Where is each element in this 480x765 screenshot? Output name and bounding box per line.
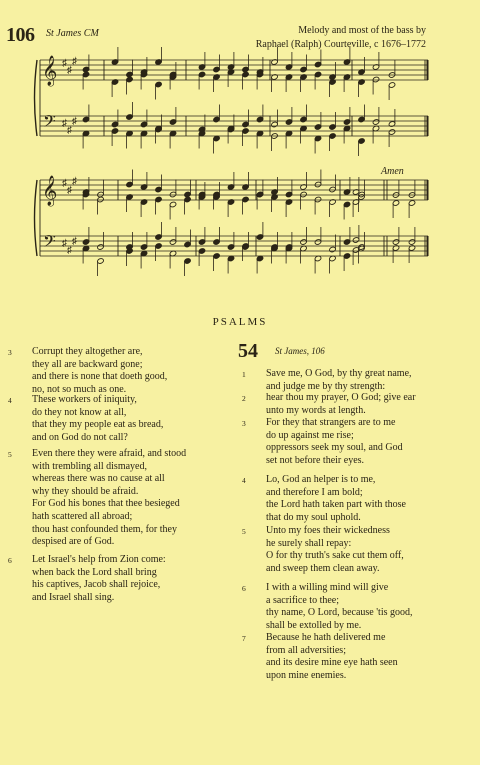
attribution-line-2: Raphael (Ralph) Courteville, c 1676–1772 [255,39,426,50]
verse-line: shall be extolled by me. [266,619,362,631]
sharp-sign: ♯ [67,125,72,136]
sharp-sign: ♯ [72,116,77,127]
verse-line: Because he hath delivered me [266,632,386,643]
verse [8,346,168,396]
hymn-number: 106 [6,24,35,46]
sharp-sign: ♯ [72,56,77,67]
verse-line: they all are backward gone; [32,358,143,370]
verse-line: with trembling all dismayed, [32,460,147,472]
final-barline [427,236,429,256]
sharp-sign: ♯ [62,178,67,189]
verse-line: unto my words at length. [266,404,366,416]
verse-line: the Lord hath taken part with those [266,499,406,511]
verse-line: and on God do not call? [32,431,128,443]
verse-number: 3 [242,419,246,428]
verse [8,554,166,604]
verse-line: why they should be afraid. [32,485,139,497]
verse [8,394,164,444]
attribution-line-1: Melody and most of the bass by [298,25,426,36]
verse-line: Corrupt they altogether are, [32,346,143,357]
hymn-tune-name: St James CM [46,28,99,39]
verse-line: For God his bones that thee besieged [32,498,180,510]
verse-number: 3 [8,348,12,357]
verse [242,632,398,682]
verse-number: 7 [242,634,246,643]
verse-line: set not before their eyes. [266,454,365,466]
verse [242,368,412,393]
amen-label: Amen [381,166,404,177]
verse [242,392,416,417]
sharp-sign: ♯ [67,185,72,196]
verse-line: that do my soul uphold. [266,511,361,523]
sharp-sign: ♯ [62,238,67,249]
verse-line: O for thy truth's sake cut them off, [266,550,404,562]
sharp-sign: ♯ [62,118,67,129]
verse-line: Save me, O God, by thy great name, [266,368,412,379]
treble-clef: 𝄞 [42,56,58,86]
verse-number: 6 [242,584,246,593]
verse-line: For they that strangers are to me [266,417,396,428]
treble-clef: 𝄞 [42,176,58,206]
verse-line: and sweep them clean away. [266,562,380,574]
sharp-sign: ♯ [72,176,77,187]
verse-line: that they my people eat as bread, [32,419,164,431]
verse-line: Lo, God an helper is to me, [266,474,376,485]
verse-line: oppressors seek my soul, and God [266,442,403,454]
verse-line: do up against me rise; [266,429,354,441]
verse [8,448,187,549]
system-brace [35,60,38,136]
verse-line: whereas there was no cause at all [32,473,165,485]
system-brace [35,180,38,256]
verse [242,525,404,575]
final-barline [427,180,429,200]
bass-clef: 𝄢 [43,111,56,135]
verse-number: 5 [242,527,246,536]
sharp-sign: ♯ [72,236,77,247]
final-barline [427,116,429,136]
verse-number: 4 [8,396,12,405]
verse-number: 6 [8,556,12,565]
sharp-sign: ♯ [67,65,72,76]
verse-line: he surely shall repay: [266,537,352,549]
verse-line: his captives, Jacob shall rejoice, [32,579,161,591]
verse [242,474,406,524]
verse-number: 5 [8,450,12,459]
verse-line: Let Israel's help from Zion come: [32,554,166,565]
section-heading: PSALMS [212,316,268,328]
verse-line: and there is none that doeth good, [32,371,168,383]
verse-line: from all adversities; [266,644,346,656]
verse-line: I with a willing mind will give [266,582,389,593]
verse-line: thou hast confounded them, for they [32,523,177,535]
bass-clef: 𝄢 [43,231,56,255]
verse-number: 2 [242,394,246,403]
verse-number: 4 [242,476,246,485]
verse-line: upon mine enemies. [266,669,347,681]
verse-line: and Israel shall sing. [32,591,115,603]
verse-line: do they not know at all, [32,406,127,418]
final-barline [427,60,429,80]
music-score [0,0,480,300]
verse-line: hath scattered all abroad; [32,510,133,522]
sharp-sign: ♯ [62,58,67,69]
verse-line: Unto my foes their wickedness [266,525,390,536]
verse-line: hear thou my prayer, O God; give ear [266,392,416,403]
verse-line: and therefore I am bold; [266,486,363,498]
verse [242,582,413,632]
verse-line: a sacrifice to thee; [266,594,340,606]
psalm-tune: St James, 106 [275,346,325,356]
verse-line: when back the Lord shall bring [32,566,157,578]
sharp-sign: ♯ [67,245,72,256]
verse [242,417,403,467]
verse-line: despised are of God. [32,536,115,548]
verse-line: These workers of iniquity, [32,394,137,405]
verse-line: and judge me by thy strength: [266,380,386,392]
verse-line: and its desire mine eye hath seen [266,657,398,669]
verse-line: no, not so much as one. [32,383,127,395]
verse-line: thy name, O Lord, because 'tis good, [266,607,413,619]
verse-number: 1 [242,370,246,379]
psalm-number: 54 [238,340,258,362]
verse-line: Even there they were afraid, and stood [32,448,187,459]
